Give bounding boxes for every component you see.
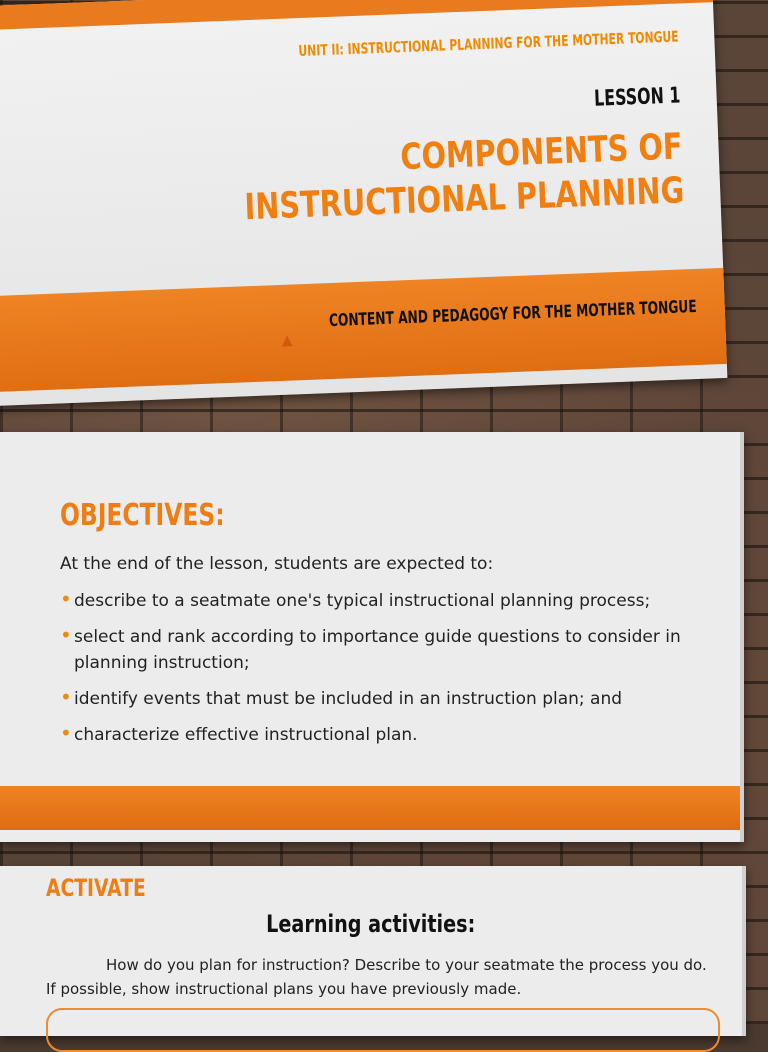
activate-slide [0, 866, 746, 1036]
bottom-orange-band [0, 786, 740, 830]
activate-label [46, 874, 174, 902]
lesson-number-text: LESSON 1 [593, 83, 682, 112]
objectives-intro: At the end of the lesson, students are expected to: [60, 554, 494, 574]
objectives-slide [0, 432, 744, 842]
lesson-number [560, 83, 681, 113]
list-item [60, 686, 720, 712]
bottom-orange-band [0, 268, 727, 392]
unit-title-text: UNIT II: INSTRUCTIONAL PLANNING FOR THE MOTHER TONGUE [297, 27, 679, 61]
bullet-icon: • [60, 587, 72, 611]
objectives-list [60, 588, 720, 758]
unit-title [150, 27, 679, 65]
activate-label-text: ACTIVATE [46, 874, 146, 902]
course-subtitle-text: CONTENT AND PEDAGOGY FOR THE MOTHER TONGUE [328, 296, 698, 332]
top-orange-band [0, 0, 713, 30]
list-item [60, 624, 720, 676]
objective-text: identify events that must be included in an instruction plan; and [74, 689, 623, 709]
objective-text: describe to a seatmate one's typical instructional planning process; [74, 591, 651, 611]
activity-paragraph-line1: How do you plan for instruction? Describe to your seatmate the process you do. [106, 956, 707, 974]
lesson-title: COMPONENTS OF INSTRUCTIONAL PLANNING [243, 126, 685, 229]
learning-activities-title-text: Learning activities: [266, 910, 476, 938]
bullet-icon: • [60, 623, 72, 647]
objective-text: characterize effective instructional plan. [74, 725, 418, 745]
activity-paragraph-line2: If possible, show instructional plans you have previously made. [46, 980, 522, 998]
bullet-icon: • [60, 685, 72, 709]
learning-activities-title [0, 910, 742, 938]
chevron-decoration-icon: ▲ [281, 332, 293, 349]
rounded-text-box [46, 1008, 720, 1052]
title-slide [0, 0, 727, 406]
list-item [60, 722, 720, 748]
objectives-heading [60, 498, 271, 533]
objectives-heading-text: OBJECTIVES: [60, 498, 225, 533]
objective-text: select and rank according to importance guide questions to consider in planning instruction; [74, 627, 681, 673]
bullet-icon: • [60, 721, 72, 745]
list-item [60, 588, 720, 614]
